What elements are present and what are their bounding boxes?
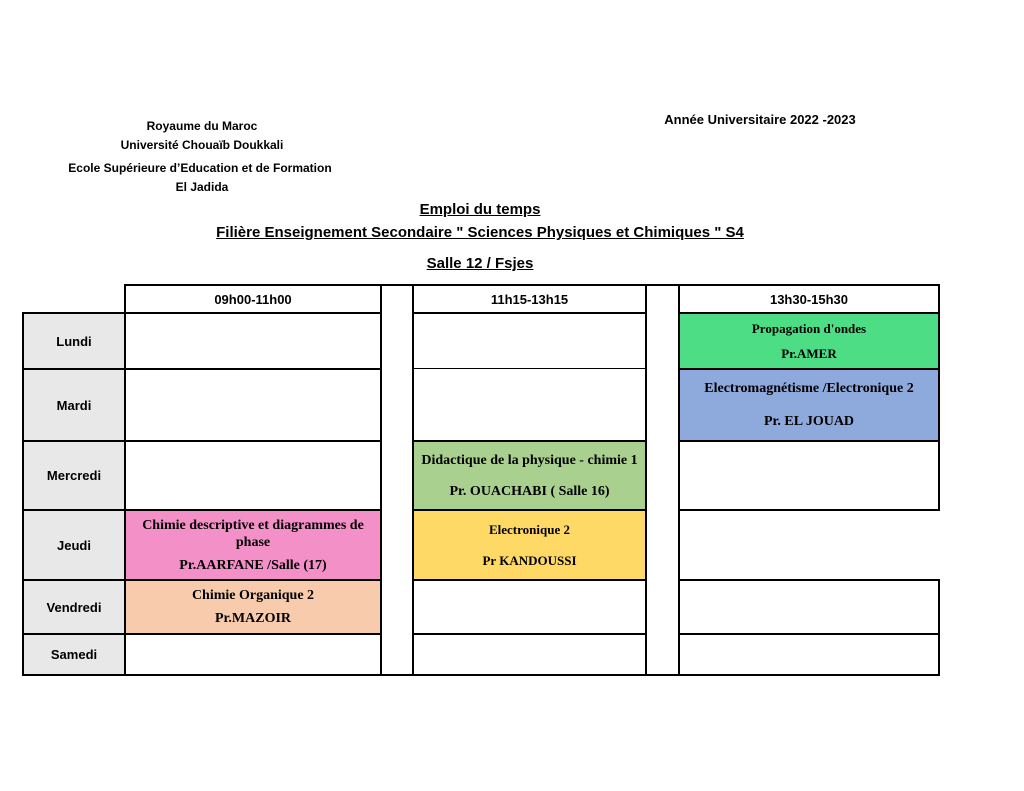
course-professor: Pr.MAZOIR <box>214 611 292 627</box>
salle-title: Salle 12 / Fsjes <box>426 255 534 272</box>
cell-mardi-slot1 <box>124 368 382 442</box>
course-professor: Pr.AMER <box>781 345 837 361</box>
day-mercredi: Mercredi <box>22 440 126 511</box>
course-mercredi-slot2 <box>412 440 647 511</box>
course-vendredi-slot1 <box>124 579 382 635</box>
day-vendredi: Vendredi <box>22 579 126 635</box>
cell-jeudi-slot3 <box>678 509 940 581</box>
course-name: Didactique de la physique - chimie 1 <box>421 452 638 468</box>
slot-header-1: 09h00-11h00 <box>124 284 382 314</box>
cell-lundi-slot1 <box>124 312 382 370</box>
separator-column-2 <box>645 284 680 676</box>
course-mardi-slot3 <box>678 368 940 442</box>
course-professor: Pr. OUACHABI ( Salle 16) <box>449 483 610 499</box>
cell-samedi-slot1 <box>124 633 382 676</box>
day-jeudi: Jeudi <box>22 509 126 581</box>
course-name: Electromagnétisme /Electronique 2 <box>704 381 914 397</box>
separator-column-1 <box>380 284 414 676</box>
cell-mercredi-slot3 <box>678 440 940 511</box>
course-name: Electronique 2 <box>488 521 570 537</box>
day-lundi: Lundi <box>22 312 126 370</box>
course-jeudi-slot2 <box>412 509 647 581</box>
day-mardi: Mardi <box>22 368 126 442</box>
cell-samedi-slot3 <box>678 633 940 676</box>
page-title: Emploi du temps <box>419 201 541 218</box>
cell-samedi-slot2 <box>412 633 647 676</box>
course-professor: Pr KANDOUSSI <box>482 553 577 569</box>
cell-vendredi-slot3 <box>678 579 940 635</box>
course-name: Propagation d'ondes <box>751 321 867 337</box>
course-lundi-slot3 <box>678 312 940 370</box>
course-name: Chimie descriptive et diagrammes de phase <box>142 517 364 550</box>
day-samedi: Samedi <box>22 633 126 676</box>
header-university: Université Chouaïb Doukkali <box>120 138 284 152</box>
course-jeudi-slot1 <box>124 509 382 581</box>
cell-lundi-slot2 <box>412 312 647 370</box>
slot-header-3: 13h30-15h30 <box>678 284 940 314</box>
course-professor: Pr.AARFANE /Salle (17) <box>179 557 327 573</box>
header-city: El Jadida <box>175 180 229 194</box>
slot-header-2: 11h15-13h15 <box>412 284 647 314</box>
course-name: Chimie Organique 2 <box>191 587 315 603</box>
cell-vendredi-slot2 <box>412 579 647 635</box>
cell-mardi-slot2 <box>412 368 647 442</box>
course-professor: Pr. EL JOUAD <box>763 413 855 429</box>
cell-mercredi-slot1 <box>124 440 382 511</box>
academic-year: Année Universitaire 2022 -2023 <box>664 112 856 127</box>
header-kingdom: Royaume du Maroc <box>146 119 258 133</box>
header-school: Ecole Supérieure d’Education et de Formation <box>68 161 332 175</box>
filiere-title: Filière Enseignement Secondaire " Sciences Physiques et Chimiques " S4 <box>216 224 744 241</box>
